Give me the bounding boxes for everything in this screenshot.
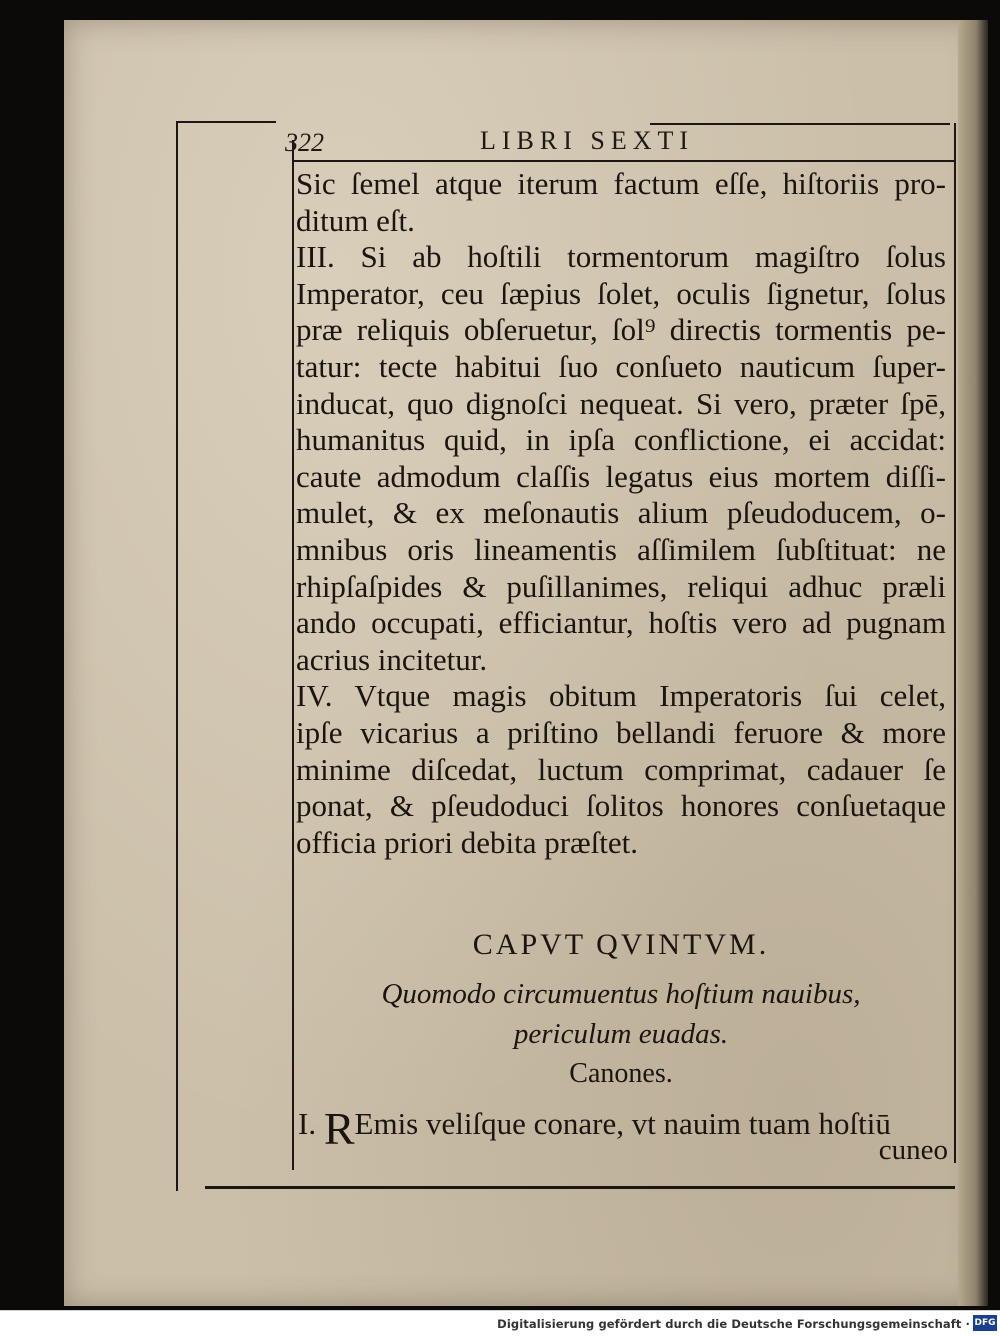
text-line: rhipſaſpides & puſillanimes, reliqui adhuc præli xyxy=(296,568,946,604)
text-line: Imperator, ceu ſæpius ſolet, oculis ſignetur, ſolus xyxy=(296,275,946,311)
text-line: ando occupati, efficiantur, hoſtis vero ad pugnam xyxy=(296,605,946,641)
text-line: officia priori debita præſtet. xyxy=(296,824,639,860)
frame-rule-top-right xyxy=(650,123,950,125)
text-line: minime diſcedat, luctum comprimat, cadauer ſe xyxy=(296,751,946,787)
text-line: III. Si ab hoſtili tormentorum magiſtro ſolus xyxy=(296,239,946,275)
chapter-subtitle-line-2: periculum euadas. xyxy=(513,1018,729,1050)
catchword: cuneo xyxy=(878,1134,948,1166)
text-line: tatur: tecte habitui ſuo conſueto nauticum ſuper- xyxy=(296,348,946,384)
frame-rule-top xyxy=(176,121,276,123)
page-edge xyxy=(958,20,988,1306)
text-line: IV. Vtque magis obitum Imperatoris ſui celet, xyxy=(296,678,946,714)
text-line: Sic ſemel atque iterum factum eſſe, hiſtoriis pro- xyxy=(296,166,946,201)
canon-numeral: I. xyxy=(298,1106,317,1141)
text-line: mnibus oris lineamentis aſſimilem ſubſtituat: ne xyxy=(296,531,946,567)
dfg-logo: DFG xyxy=(973,1315,997,1331)
text-line: acrius incitetur. xyxy=(296,641,488,677)
text-line: præ reliquis obſeruetur, ſol⁹ directis tormentis pe- xyxy=(296,312,946,348)
text-line: caute admodum claſſis legatus eius mortem diſſi- xyxy=(296,458,946,494)
text-rule-left xyxy=(292,140,294,1170)
frame-rule-bottom xyxy=(205,1186,955,1189)
text-line: ditum eſt. xyxy=(296,202,415,238)
text-line: ponat, & pſeudoduci ſolitos honores conſuetaque xyxy=(296,788,946,824)
page-number: 322 xyxy=(285,128,324,157)
text-line: inducat, quo dignoſci nequeat. Si vero, præter ſpē, xyxy=(296,385,946,421)
text-line: ipſe vicarius a priſtino bellandi feruore & more xyxy=(296,714,946,750)
text-line: mulet, & ex meſonautis alium pſeudoducem, o- xyxy=(296,495,946,531)
footer-bar xyxy=(0,1310,1000,1337)
canones-heading: Canones. xyxy=(569,1058,673,1089)
footer-credit: Digitalisierung gefördert durch die Deutsche Forschungsgemeinschaft · xyxy=(497,1317,970,1331)
drop-cap: R xyxy=(323,1103,355,1154)
canon-text: Emis veliſque conare, vt nauim tuam hoſtiū xyxy=(354,1106,891,1141)
frame-rule-left xyxy=(176,121,178,1191)
text-line: humanitus quid, in ipſa conflictione, ei accidat: xyxy=(296,422,946,458)
head-rule xyxy=(292,160,954,162)
running-title: LIBRI SEXTI xyxy=(480,126,695,155)
text-rule-right xyxy=(954,123,956,1163)
body-text xyxy=(296,166,946,861)
chapter-title: CAPVT QVINTVM. xyxy=(472,928,770,961)
chapter-subtitle-line-1: Quomodo circumuentus hoſtium nauibus, xyxy=(381,978,861,1010)
